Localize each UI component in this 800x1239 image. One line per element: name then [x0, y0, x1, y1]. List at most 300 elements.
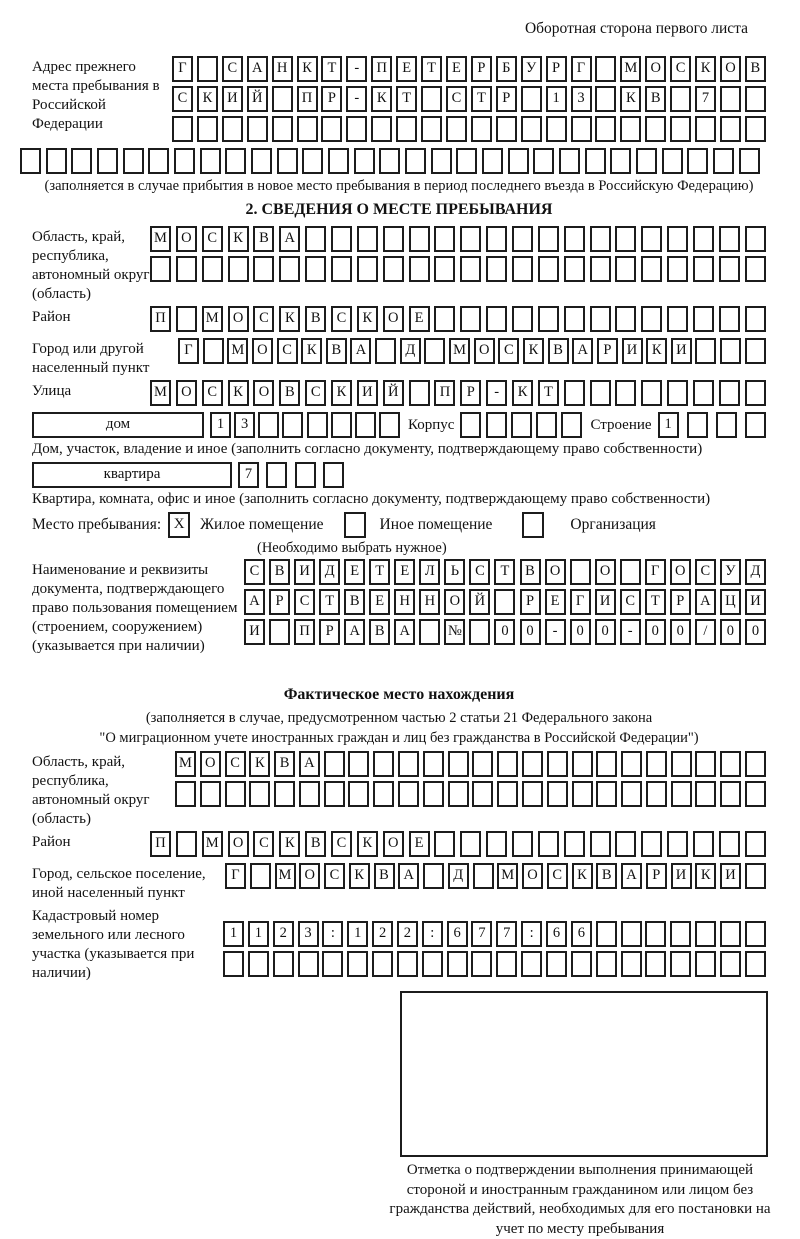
char-cell [225, 781, 246, 807]
char-cell: А [350, 338, 371, 364]
char-cell: 7 [496, 921, 517, 947]
char-cell [590, 831, 611, 857]
char-cell: К [279, 306, 300, 332]
char-cell [409, 226, 430, 252]
char-cell [148, 148, 169, 174]
char-cell [383, 226, 404, 252]
char-cell [745, 831, 766, 857]
char-cell [248, 951, 269, 977]
char-cell: Р [546, 56, 567, 82]
char-cell [745, 412, 766, 438]
char-cell: Е [446, 56, 467, 82]
char-cell: Е [409, 831, 430, 857]
char-cell [719, 380, 740, 406]
char-cell: Г [570, 589, 591, 615]
char-cell: 3 [234, 412, 255, 438]
char-cell [621, 921, 642, 947]
char-cell: С [253, 831, 274, 857]
field-mesto-prebyvaniya [32, 512, 766, 538]
char-cell [646, 751, 667, 777]
char-cell [471, 116, 492, 142]
char-cell [719, 831, 740, 857]
char-cell: С [202, 226, 223, 252]
char-cell [297, 116, 318, 142]
char-cell: С [172, 86, 193, 112]
char-cell [305, 256, 326, 282]
char-cell [720, 921, 741, 947]
char-cell: И [357, 380, 378, 406]
char-cell: П [150, 831, 171, 857]
char-cell [719, 256, 740, 282]
char-cell [720, 116, 741, 142]
char-cell [512, 831, 533, 857]
char-cell [266, 462, 287, 488]
char-cell: К [646, 338, 667, 364]
char-cell [471, 951, 492, 977]
char-cell [486, 306, 507, 332]
char-cell: Т [494, 559, 515, 585]
char-cell [641, 226, 662, 252]
char-cell [745, 226, 766, 252]
fact-note-1: (заполняется в случае, предусмотренном частью 2 статьи 21 Федерального закона [145, 710, 653, 726]
char-cell: Р [597, 338, 618, 364]
char-cell [409, 256, 430, 282]
char-cell [346, 116, 367, 142]
char-cell: К [297, 56, 318, 82]
char-cell: Г [225, 863, 246, 889]
char-cell: В [326, 338, 347, 364]
char-cell [571, 116, 592, 142]
char-cell [595, 56, 616, 82]
char-cell: - [346, 86, 367, 112]
char-cell: С [225, 751, 246, 777]
char-cell [671, 781, 692, 807]
char-cell: М [202, 306, 223, 332]
kadastr-row-1 [223, 921, 766, 947]
char-cell [371, 116, 392, 142]
char-cell [434, 831, 455, 857]
doc-row-2 [244, 589, 766, 615]
fact-oblast-label: Область, край, республика, автономный округ (область) [32, 754, 150, 827]
char-cell [396, 116, 417, 142]
char-cell: А [344, 619, 365, 645]
char-cell [372, 951, 393, 977]
char-cell [322, 951, 343, 977]
char-cell [348, 751, 369, 777]
char-cell [97, 148, 118, 174]
char-cell [174, 148, 195, 174]
char-cell [282, 412, 303, 438]
char-cell [228, 256, 249, 282]
stroenie-cells [658, 412, 766, 438]
char-cell [46, 148, 67, 174]
char-cell [667, 226, 688, 252]
char-cell: Г [178, 338, 199, 364]
char-cell [434, 306, 455, 332]
char-cell [596, 951, 617, 977]
char-cell [745, 306, 766, 332]
char-cell: М [150, 226, 171, 252]
char-cell: Т [421, 56, 442, 82]
char-cell [272, 116, 293, 142]
kadastr-label: Кадастровый номер земельного или лесного участка (указывается при наличии) [32, 908, 195, 981]
char-cell [424, 338, 445, 364]
char-cell: П [294, 619, 315, 645]
char-cell: 1 [223, 921, 244, 947]
char-cell [667, 256, 688, 282]
char-cell [423, 781, 444, 807]
char-cell: О [383, 306, 404, 332]
char-cell: С [202, 380, 223, 406]
char-cell [546, 951, 567, 977]
char-cell: 0 [720, 619, 741, 645]
char-cell: 6 [447, 921, 468, 947]
field-oblast [32, 226, 766, 304]
char-cell: В [253, 226, 274, 252]
char-cell: М [150, 380, 171, 406]
char-cell [460, 306, 481, 332]
field-fact-oblast [32, 751, 766, 829]
prev-address-label: Адрес прежнего места пребывания в Российской Федерации [32, 59, 160, 132]
char-cell: В [369, 619, 390, 645]
char-cell [590, 226, 611, 252]
char-cell [571, 951, 592, 977]
char-cell [547, 751, 568, 777]
char-cell: / [695, 619, 716, 645]
char-cell [397, 951, 418, 977]
char-cell: Е [344, 559, 365, 585]
char-cell [150, 256, 171, 282]
char-cell [645, 921, 666, 947]
char-cell [460, 412, 481, 438]
char-cell: Р [321, 86, 342, 112]
char-cell [176, 306, 197, 332]
char-cell: Н [272, 56, 293, 82]
char-cell [522, 751, 543, 777]
char-cell: Р [269, 589, 290, 615]
char-cell: Р [520, 589, 541, 615]
char-cell: К [228, 226, 249, 252]
char-cell [693, 306, 714, 332]
char-cell: И [294, 559, 315, 585]
char-cell [496, 951, 517, 977]
char-cell [497, 781, 518, 807]
char-cell [176, 831, 197, 857]
char-cell [713, 148, 734, 174]
char-cell: Р [460, 380, 481, 406]
char-cell [670, 86, 691, 112]
char-cell: К [301, 338, 322, 364]
char-cell [298, 951, 319, 977]
char-cell: К [331, 380, 352, 406]
doc-row-1 [244, 559, 766, 585]
char-cell: К [523, 338, 544, 364]
char-cell [590, 256, 611, 282]
char-cell [596, 781, 617, 807]
char-cell [695, 338, 716, 364]
char-cell [745, 751, 766, 777]
char-cell [720, 781, 741, 807]
char-cell [383, 256, 404, 282]
char-cell [295, 462, 316, 488]
char-cell: 0 [595, 619, 616, 645]
char-cell [621, 951, 642, 977]
char-cell: С [222, 56, 243, 82]
char-cell [422, 951, 443, 977]
char-cell: М [497, 863, 518, 889]
char-cell: Т [645, 589, 666, 615]
fact-oblast-grids [175, 751, 766, 811]
char-cell: О [645, 56, 666, 82]
char-cell [172, 116, 193, 142]
char-cell [331, 256, 352, 282]
char-cell: К [279, 831, 300, 857]
oblast-row-2 [150, 256, 766, 282]
char-cell [521, 116, 542, 142]
field-fact-raion [32, 831, 766, 861]
char-cell: 1 [658, 412, 679, 438]
char-cell [348, 781, 369, 807]
char-cell [486, 226, 507, 252]
char-cell: Г [571, 56, 592, 82]
char-cell [249, 781, 270, 807]
prev-address-row-2 [172, 86, 766, 112]
char-cell: С [695, 559, 716, 585]
char-cell [695, 781, 716, 807]
char-cell [250, 863, 271, 889]
char-cell [538, 226, 559, 252]
char-cell: 1 [210, 412, 231, 438]
char-cell [615, 256, 636, 282]
char-cell: И [222, 86, 243, 112]
char-cell: Е [369, 589, 390, 615]
char-cell: 0 [645, 619, 666, 645]
char-cell: Т [321, 56, 342, 82]
char-cell: И [671, 338, 692, 364]
dom-box: дом [32, 412, 204, 438]
char-cell [521, 951, 542, 977]
char-cell [667, 380, 688, 406]
checkbox-organizatsiya [522, 512, 544, 538]
kadastr-grids [223, 921, 766, 981]
char-cell: 1 [248, 921, 269, 947]
char-cell: А [244, 589, 265, 615]
char-cell: Й [469, 589, 490, 615]
char-cell: 7 [238, 462, 259, 488]
char-cell [379, 412, 400, 438]
char-cell: А [621, 863, 642, 889]
char-cell [521, 86, 542, 112]
field-kadastr [32, 905, 766, 983]
char-cell: Е [394, 559, 415, 585]
char-cell [564, 256, 585, 282]
char-cell [200, 148, 221, 174]
char-cell [662, 148, 683, 174]
char-cell [347, 951, 368, 977]
char-cell [572, 781, 593, 807]
char-cell [225, 148, 246, 174]
char-cell: В [344, 589, 365, 615]
char-cell [472, 751, 493, 777]
char-cell: С [446, 86, 467, 112]
char-cell [324, 751, 345, 777]
char-cell [739, 148, 760, 174]
char-cell: О [383, 831, 404, 857]
char-cell [223, 951, 244, 977]
char-cell: С [498, 338, 519, 364]
char-cell [719, 306, 740, 332]
char-cell [719, 226, 740, 252]
char-cell [538, 831, 559, 857]
fact-gorod-row [225, 863, 766, 889]
char-cell [447, 951, 468, 977]
char-cell: 0 [745, 619, 766, 645]
char-cell: В [274, 751, 295, 777]
char-cell [596, 921, 617, 947]
inoe-label: Иное помещение [379, 516, 493, 533]
char-cell: С [305, 380, 326, 406]
fact-note-2: "О миграционном учете иностранных граждан и лиц без гражданства в Российской Федерации") [99, 730, 699, 746]
char-cell: В [305, 306, 326, 332]
char-cell [20, 148, 41, 174]
char-cell: В [374, 863, 395, 889]
char-cell [448, 751, 469, 777]
char-cell [419, 619, 440, 645]
char-cell [720, 86, 741, 112]
checkbox-zhiloe: X [168, 512, 190, 538]
char-cell [373, 751, 394, 777]
char-cell [460, 831, 481, 857]
char-cell: Д [319, 559, 340, 585]
char-cell: Й [383, 380, 404, 406]
char-cell [508, 148, 529, 174]
char-cell [745, 86, 766, 112]
char-cell [595, 116, 616, 142]
char-cell [398, 751, 419, 777]
char-cell [331, 412, 352, 438]
char-cell [375, 338, 396, 364]
char-cell: О [228, 831, 249, 857]
mesto-label: Место пребывания: [32, 516, 162, 533]
char-cell: О [444, 589, 465, 615]
char-cell [421, 86, 442, 112]
char-cell [331, 226, 352, 252]
char-cell: - [620, 619, 641, 645]
char-cell: В [279, 380, 300, 406]
kvartira-note: Квартира, комната, офис и иное (заполнить согласно документу, подтверждающему право собственности) [32, 491, 711, 507]
checkbox-inoe [344, 512, 366, 538]
char-cell: М [227, 338, 248, 364]
prev-address-row-1 [172, 56, 766, 82]
char-cell: Т [538, 380, 559, 406]
char-cell: С [670, 56, 691, 82]
char-cell [693, 831, 714, 857]
char-cell: : [521, 921, 542, 947]
char-cell [745, 921, 766, 947]
char-cell: С [294, 589, 315, 615]
char-cell [324, 781, 345, 807]
char-cell [621, 751, 642, 777]
char-cell: В [745, 56, 766, 82]
char-cell [564, 831, 585, 857]
char-cell [258, 412, 279, 438]
char-cell: А [398, 863, 419, 889]
char-cell: Р [319, 619, 340, 645]
char-cell [409, 380, 430, 406]
char-cell: : [322, 921, 343, 947]
char-cell [720, 751, 741, 777]
fact-raion-row [150, 831, 766, 857]
char-cell [695, 921, 716, 947]
char-cell: С [620, 589, 641, 615]
char-cell: А [299, 751, 320, 777]
char-cell: 0 [670, 619, 691, 645]
char-cell: А [394, 619, 415, 645]
char-cell [687, 412, 708, 438]
char-cell: С [244, 559, 265, 585]
char-cell [203, 338, 224, 364]
char-cell [720, 951, 741, 977]
char-cell: Р [646, 863, 667, 889]
char-cell: И [671, 863, 692, 889]
char-cell [469, 619, 490, 645]
zhiloe-label: Жилое помещение [200, 516, 324, 533]
char-cell [446, 116, 467, 142]
doc-row-3 [244, 619, 766, 645]
char-cell [645, 116, 666, 142]
char-cell: В [520, 559, 541, 585]
char-cell: - [346, 56, 367, 82]
char-cell [615, 306, 636, 332]
char-cell: О [545, 559, 566, 585]
char-cell: К [371, 86, 392, 112]
char-cell [615, 831, 636, 857]
char-cell [321, 116, 342, 142]
char-cell: В [596, 863, 617, 889]
char-cell [559, 148, 580, 174]
char-cell: Н [394, 589, 415, 615]
char-cell [641, 306, 662, 332]
char-cell [398, 781, 419, 807]
char-cell: П [297, 86, 318, 112]
char-cell [720, 338, 741, 364]
char-cell: У [720, 559, 741, 585]
char-cell [272, 86, 293, 112]
field-raion [32, 306, 766, 336]
char-cell [615, 380, 636, 406]
char-cell: К [228, 380, 249, 406]
char-cell [695, 951, 716, 977]
char-cell [355, 412, 376, 438]
char-cell [547, 781, 568, 807]
char-cell: Д [745, 559, 766, 585]
char-cell [695, 116, 716, 142]
fact-raion-label: Район [32, 834, 71, 850]
char-cell [695, 751, 716, 777]
char-cell [693, 226, 714, 252]
char-cell: Г [645, 559, 666, 585]
char-cell: 7 [471, 921, 492, 947]
char-cell: 1 [546, 86, 567, 112]
char-cell [200, 781, 221, 807]
char-cell: О [252, 338, 273, 364]
char-cell: К [357, 306, 378, 332]
char-cell: С [253, 306, 274, 332]
char-cell [460, 226, 481, 252]
oblast-row-1 [150, 226, 766, 252]
char-cell: Т [369, 559, 390, 585]
char-cell [745, 116, 766, 142]
